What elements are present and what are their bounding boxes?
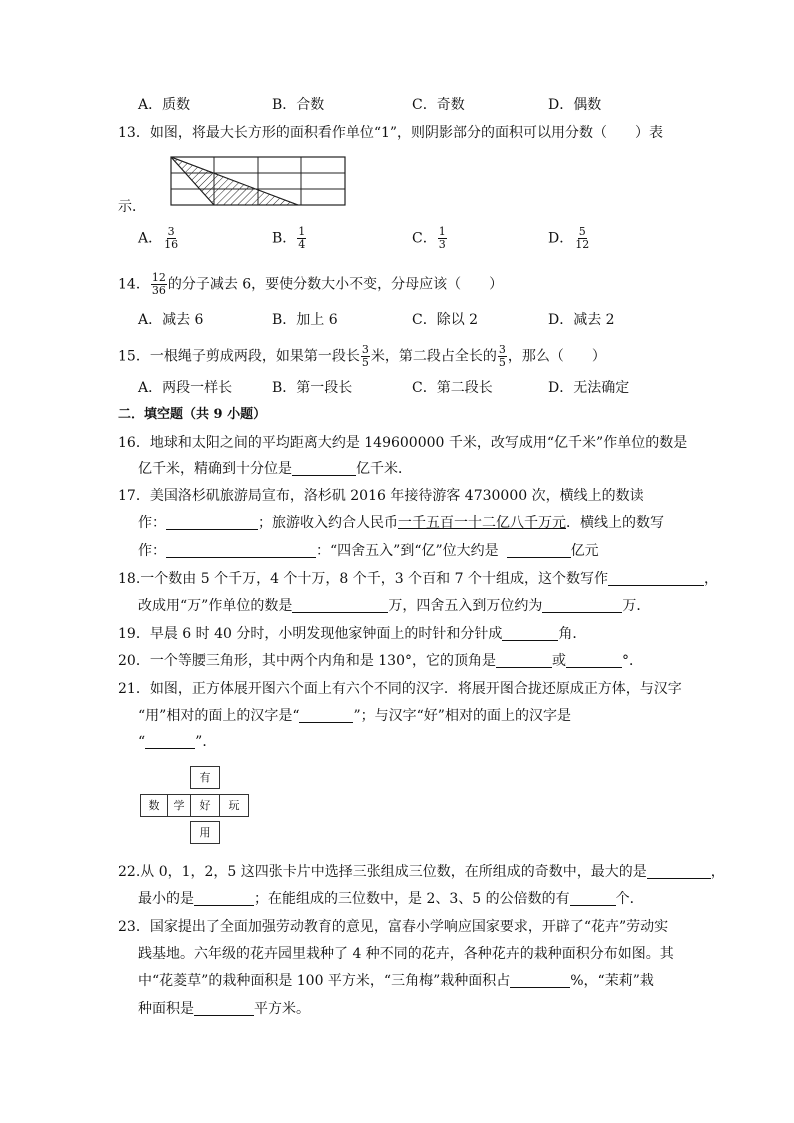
q14-option-a[interactable]: A．减去 6 xyxy=(138,312,204,328)
q13-text-cont: 示． xyxy=(118,199,146,215)
q20-answer-blank-1[interactable] xyxy=(496,652,552,668)
fraction: $\frac{3}{16}$ xyxy=(164,225,179,251)
q23-line3: 中“花菱草”的栽种面积是 100 平方米，“三角梅”栽种面积占 %，“茉莉”栽 xyxy=(138,973,654,989)
q15-option-c[interactable]: C．第二段长 xyxy=(412,380,493,396)
q22-line2: 最小的是 ；在能组成的三位数中，是 2、3、5 的公倍数的有 个． xyxy=(138,891,644,907)
q20-text: 20．一个等腰三角形，其中两个内角和是 130°，它的顶角是 或 °． xyxy=(118,653,643,669)
fraction: $\frac{3}{5}$ xyxy=(498,343,506,369)
cube-face-left: 数 xyxy=(140,794,168,817)
q18-wan-blank[interactable] xyxy=(292,597,388,613)
fraction: $\frac{1}{4}$ xyxy=(298,225,306,251)
q13-grid-figure xyxy=(168,154,350,208)
q16-line1: 16．地球和太阳之间的平均距离大约是 149600000 千米，改写成用“亿千米”作单位的数是 xyxy=(118,435,688,451)
q13-text: 13．如图，将最大长方形的面积看作单位“1”，则阴影部分的面积可以用分数（ ）表 xyxy=(118,125,664,141)
q21-line3: “ ”． xyxy=(138,734,217,750)
q13-option-b[interactable]: B． $\frac{1}{4}$ xyxy=(272,225,306,251)
q17-line2: 作： ；旅游收入约合人民币一千五百一十二亿八千万元．横线上的数写 xyxy=(138,515,664,531)
q13-option-a[interactable]: A． $\frac{3}{16}$ xyxy=(138,225,179,251)
q21-answer-blank-2[interactable] xyxy=(145,733,195,749)
q21-line2: “用”相对的面上的汉字是“ ”；与汉字“好”相对的面上的汉字是 xyxy=(138,708,571,724)
q22-count-blank[interactable] xyxy=(570,890,616,906)
q22-line1: 22.从 0，1，2，5 这四张卡片中选择三张组成三位数，在所组成的奇数中，最大的是 ， xyxy=(118,864,725,880)
q18-round-blank[interactable] xyxy=(542,597,622,613)
q21-answer-blank-1[interactable] xyxy=(299,707,353,723)
q22-min-blank[interactable] xyxy=(194,890,254,906)
fraction: $\frac{12}{36}$ xyxy=(151,271,166,297)
q12-option-c[interactable]: C．奇数 xyxy=(412,97,465,113)
q18-write-blank[interactable] xyxy=(608,570,704,586)
q23-percent-blank[interactable] xyxy=(510,972,570,988)
q18-line1: 18.一个数由 5 个千万，4 个十万，8 个千，3 个百和 7 个十组成，这个数写作 ， xyxy=(118,571,718,587)
q17-write-blank[interactable] xyxy=(166,542,316,558)
q15-option-b[interactable]: B．第一段长 xyxy=(272,380,353,396)
q18-line2: 改成用“万”作单位的数是 万，四舍五入到万位约为 万． xyxy=(138,598,651,614)
q15-option-a[interactable]: A．两段一样长 xyxy=(138,380,233,396)
fraction: $\frac{5}{12}$ xyxy=(575,225,590,251)
q23-area-blank[interactable] xyxy=(194,1000,254,1016)
fraction: $\frac{1}{3}$ xyxy=(438,225,446,251)
q12-option-d[interactable]: D．偶数 xyxy=(548,97,602,113)
cube-face-center: 好 xyxy=(190,794,220,817)
q16-answer-blank[interactable] xyxy=(292,460,356,476)
q21-line1: 21．如图，正方体展开图六个面上有六个不同的汉字．将展开图合拢还原成正方体，与汉字 xyxy=(118,681,682,697)
q14-option-b[interactable]: B．加上 6 xyxy=(272,312,338,328)
q23-line1: 23．国家提出了全面加强劳动教育的意见，富春小学响应国家要求，开辟了“花卉”劳动实 xyxy=(118,919,669,935)
cube-face-right: 玩 xyxy=(219,794,249,817)
q14-text: 14． $\frac{12}{36}$ 的分子减去 6，要使分数大小不变，分母应该（ ） xyxy=(118,271,504,297)
q13-option-d[interactable]: D． $\frac{5}{12}$ xyxy=(548,225,590,251)
section-title: 二．填空题（共 9 小题） xyxy=(118,407,267,422)
q12-option-b[interactable]: B．合数 xyxy=(272,97,325,113)
cube-face-top: 有 xyxy=(190,766,220,789)
q14-option-d[interactable]: D．减去 2 xyxy=(548,312,615,328)
q15-text: 15．一根绳子剪成两段，如果第一段长 $\frac{3}{5}$ 米，第二段占全长的 $\frac{3}{5}$ ，那么（ ） xyxy=(118,343,606,369)
q17-line3: 作： ：“四舍五入”到“亿”位大约是 亿元 xyxy=(138,543,599,559)
q23-line4: 种面积是 平方米。 xyxy=(138,1001,310,1017)
q14-option-c[interactable]: C．除以 2 xyxy=(412,312,479,328)
q19-answer-blank[interactable] xyxy=(502,625,558,641)
q17-line1: 17．美国洛杉矶旅游局宣布，洛杉矶 2016 年接待游客 4730000 次，横线上的数读 xyxy=(118,488,644,504)
q22-max-blank[interactable] xyxy=(647,863,711,879)
q17-round-blank[interactable] xyxy=(507,542,571,558)
q12-option-a[interactable]: A．质数 xyxy=(138,97,191,113)
q16-line2: 亿千米，精确到十分位是 亿千米． xyxy=(138,461,412,477)
q23-line2: 践基地。六年级的花卉园里栽种了 4 种不同的花卉，各种花卉的栽种面积分布如图。其 xyxy=(138,946,674,962)
q13-option-c[interactable]: C． $\frac{1}{3}$ xyxy=(412,225,446,251)
q17-read-blank[interactable] xyxy=(166,514,258,530)
q20-answer-blank-2[interactable] xyxy=(566,652,622,668)
fraction: $\frac{3}{5}$ xyxy=(361,343,369,369)
cube-face-mid-left: 学 xyxy=(167,794,191,817)
cube-face-bottom: 用 xyxy=(190,821,220,844)
q15-option-d[interactable]: D．无法确定 xyxy=(548,380,630,396)
q19-text: 19．早晨 6 时 40 分时，小明发现他家钟面上的时针和分针成 角． xyxy=(118,626,587,642)
